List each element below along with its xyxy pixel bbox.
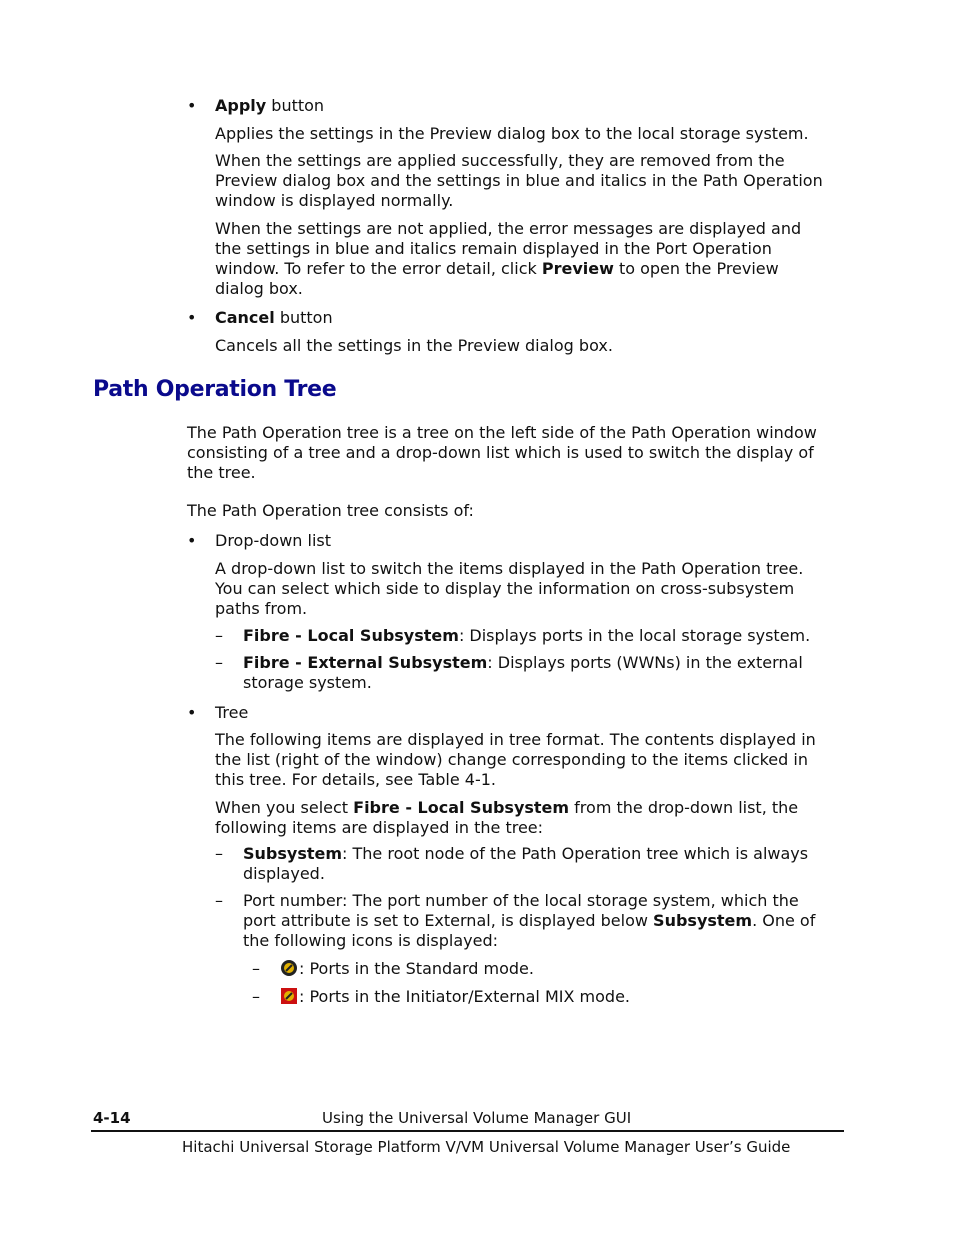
text-span: : Displays ports in the local storage system. bbox=[458, 626, 811, 645]
bullet-marker: • bbox=[187, 96, 197, 115]
preview-term: Preview bbox=[541, 259, 614, 278]
text-line: this tree. For details, see Table 4-1. bbox=[215, 770, 496, 789]
standard-port-icon bbox=[280, 959, 298, 977]
tree-label: Tree bbox=[215, 703, 249, 722]
footer-divider bbox=[91, 1130, 844, 1132]
text-span: : Ports in the Standard mode. bbox=[299, 959, 534, 978]
apply-failure-paragraph bbox=[215, 219, 801, 299]
text-line: Preview dialog box and the settings in blue and italics in the Path Operation bbox=[215, 171, 823, 190]
dash-marker: – bbox=[215, 653, 223, 672]
section-heading: Path Operation Tree bbox=[93, 377, 337, 402]
text-line: paths from. bbox=[215, 599, 308, 618]
text-line bbox=[215, 259, 801, 279]
dropdown-option-local bbox=[243, 626, 810, 646]
guide-title: Hitachi Universal Storage Platform V/VM Universal Volume Manager User’s Guide bbox=[182, 1138, 791, 1156]
text-span: When you select bbox=[215, 798, 354, 817]
apply-success-paragraph bbox=[215, 151, 823, 211]
text-line: storage system. bbox=[243, 673, 372, 692]
icon-standard-mode-item bbox=[280, 959, 534, 979]
cancel-button-item bbox=[215, 308, 333, 328]
text-span: : Displays ports (WWNs) in the external bbox=[487, 653, 803, 672]
text-line: consisting of a tree and a drop-down list which is used to switch the display of bbox=[187, 443, 814, 462]
subsystem-term: Subsystem bbox=[653, 911, 753, 930]
text-span: window. To refer to the error detail, click bbox=[215, 259, 542, 278]
chapter-title: Using the Universal Volume Manager GUI bbox=[322, 1109, 632, 1127]
dash-marker: – bbox=[252, 987, 260, 1006]
text-line: window is displayed normally. bbox=[215, 191, 454, 210]
apply-label-rest: button bbox=[266, 96, 325, 115]
tree-item-port-number bbox=[243, 891, 815, 951]
text-line: The following items are displayed in tree format. The contents displayed in bbox=[215, 730, 816, 749]
text-line: the list (right of the window) change corresponding to the items clicked in bbox=[215, 750, 808, 769]
text-span: from the drop-down list, the bbox=[569, 798, 799, 817]
text-span: . One of bbox=[752, 911, 816, 930]
text-line: the following icons is displayed: bbox=[243, 931, 499, 950]
text-line: The Path Operation tree is a tree on the left side of the Path Operation window bbox=[187, 423, 817, 442]
text-line: You can select which side to display the information on cross-subsystem bbox=[215, 579, 795, 598]
text-span: : The root node of the Path Operation tree which is always bbox=[342, 844, 809, 863]
text-line: When the settings are applied successfully, they are removed from the bbox=[215, 151, 785, 170]
option-term: Fibre - External Subsystem bbox=[243, 653, 488, 672]
dropdown-description bbox=[215, 559, 803, 619]
dropdown-option-external bbox=[243, 653, 803, 693]
cancel-label-rest: button bbox=[274, 308, 333, 327]
option-term: Fibre - Local Subsystem bbox=[353, 798, 570, 817]
text-line: displayed. bbox=[243, 864, 325, 883]
text-line bbox=[243, 844, 808, 864]
text-line: the tree. bbox=[187, 463, 256, 482]
bullet-marker: • bbox=[187, 703, 197, 722]
apply-description: Applies the settings in the Preview dialog box to the local storage system. bbox=[215, 124, 809, 143]
text-line bbox=[243, 911, 815, 931]
bullet-marker: • bbox=[187, 308, 197, 327]
dash-marker: – bbox=[252, 959, 260, 978]
text-line: the settings in blue and italics remain displayed in the Port Operation bbox=[215, 239, 772, 258]
page-number: 4-14 bbox=[93, 1109, 131, 1127]
dash-marker: – bbox=[215, 891, 223, 910]
section-intro bbox=[187, 423, 817, 483]
text-line: following items are displayed in the tree: bbox=[215, 818, 544, 837]
text-line bbox=[243, 653, 803, 673]
text-line: A drop-down list to switch the items displayed in the Path Operation tree. bbox=[215, 559, 804, 578]
tree-description bbox=[215, 730, 816, 790]
mix-port-icon bbox=[280, 987, 298, 1005]
text-span: port attribute is set to External, is displayed below bbox=[243, 911, 654, 930]
bullet-marker: • bbox=[187, 531, 197, 550]
dash-marker: – bbox=[215, 626, 223, 645]
tree-select-paragraph bbox=[215, 798, 798, 838]
text-line: Port number: The port number of the local storage system, which the bbox=[243, 891, 799, 910]
dash-marker: – bbox=[215, 844, 223, 863]
text-span: : Ports in the Initiator/External MIX mode. bbox=[299, 987, 630, 1006]
dropdown-list-label: Drop-down list bbox=[215, 531, 332, 550]
cancel-description: Cancels all the settings in the Preview dialog box. bbox=[215, 336, 613, 355]
apply-button-item bbox=[215, 96, 324, 116]
text-span: to open the Preview bbox=[613, 259, 779, 278]
apply-label: Apply bbox=[215, 96, 267, 115]
text-line: When the settings are not applied, the error messages are displayed and bbox=[215, 219, 802, 238]
icon-mix-mode-item bbox=[280, 987, 630, 1007]
consists-of: The Path Operation tree consists of: bbox=[187, 501, 474, 520]
tree-item-subsystem bbox=[243, 844, 808, 884]
option-term: Fibre - Local Subsystem bbox=[243, 626, 459, 645]
cancel-label: Cancel bbox=[215, 308, 275, 327]
text-line bbox=[215, 798, 798, 818]
text-line: dialog box. bbox=[215, 279, 303, 298]
subsystem-term: Subsystem bbox=[243, 844, 343, 863]
